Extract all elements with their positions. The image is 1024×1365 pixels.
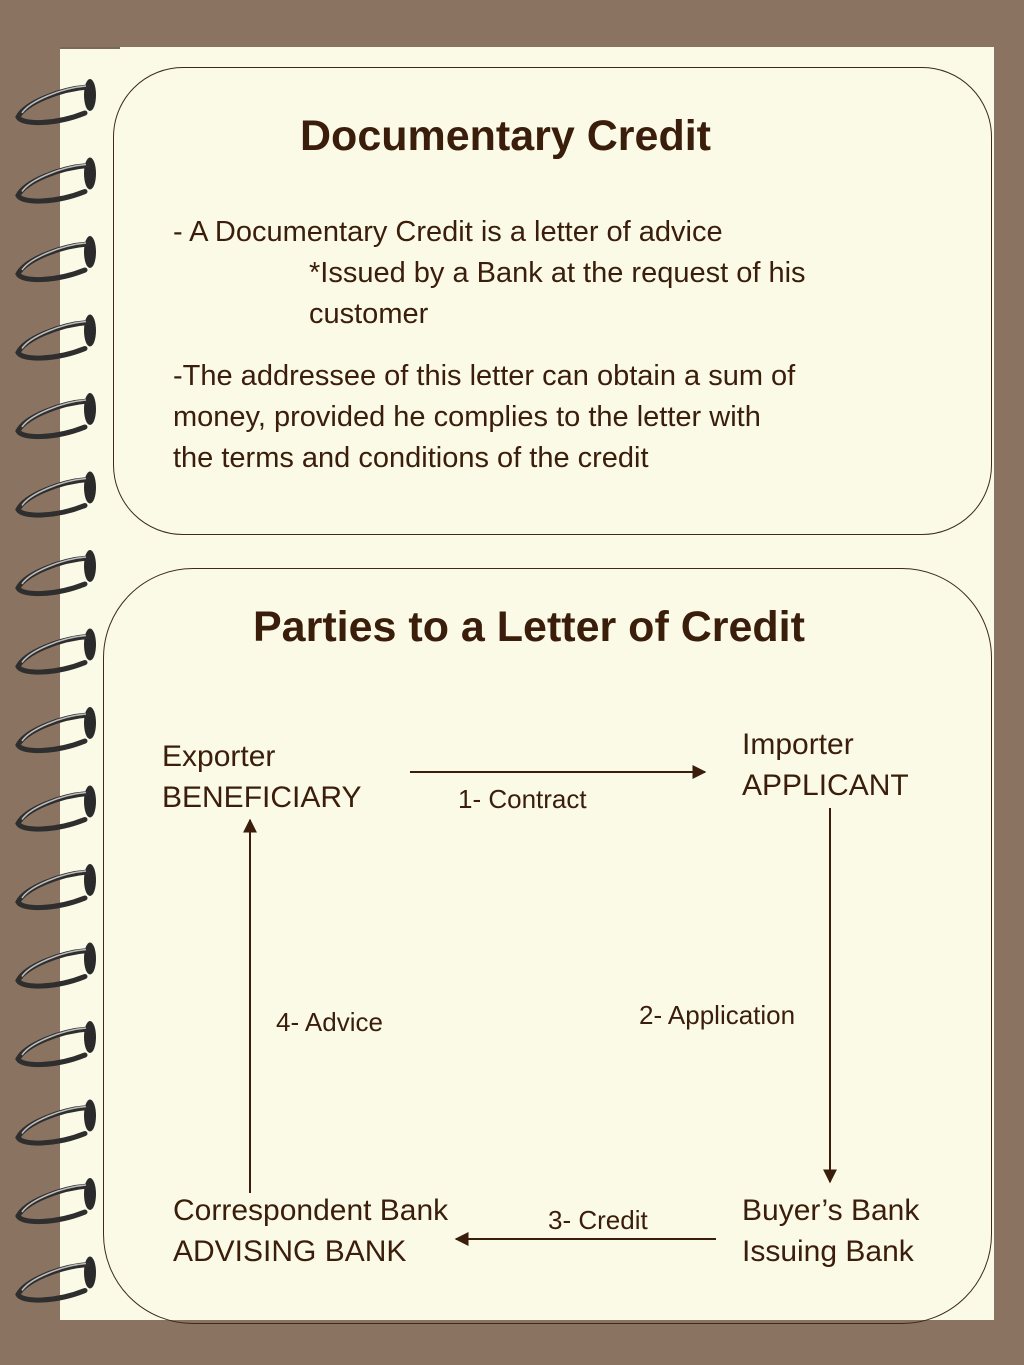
spiral-ring-icon [18,629,96,673]
node-exporter-line2: BENEFICIARY [162,781,362,814]
node-exporter-line1: Exporter [162,740,276,773]
definition-line-2: *Issued by a Bank at the request of his [309,257,806,289]
addressee-line-1: -The addressee of this letter can obtain a sum of [173,360,796,392]
spiral-ring-icon [18,79,96,123]
section-title-documentary-credit: Documentary Credit [300,112,711,160]
edge-label-credit: 3- Credit [548,1205,648,1235]
spiral-ring-icon [18,393,96,437]
addressee-line-3: the terms and conditions of the credit [173,442,649,474]
node-correspondent-line2: ADVISING BANK [173,1235,407,1268]
node-importer [742,724,909,806]
edge-label-contract: 1- Contract [458,784,587,814]
node-importer-line2: APPLICANT [742,769,909,802]
edge-label-application: 2- Application [639,1000,796,1030]
addressee-line-2: money, provided he complies to the letter with [173,401,761,433]
section-title-parties: Parties to a Letter of Credit [253,603,805,651]
node-exporter [162,736,362,818]
node-buyers-bank-line2: Issuing Bank [742,1235,914,1268]
spiral-ring-icon [18,236,96,280]
node-buyers-bank [742,1190,919,1272]
spiral-ring-icon [18,864,96,908]
node-correspondent-bank [173,1190,448,1272]
definition-line-3: customer [309,298,429,330]
spiral-ring-icon [18,1021,96,1065]
spiral-ring-icon [18,1178,96,1222]
spiral-ring-icon [18,1257,96,1301]
definition-line-1: - A Documentary Credit is a letter of advice [173,216,723,248]
spiral-ring-icon [18,1100,96,1144]
spiral-binding-icon [0,0,120,1365]
node-correspondent-line1: Correspondent Bank [173,1194,449,1227]
node-buyers-bank-line1: Buyer’s Bank [742,1194,920,1227]
spiral-ring-icon [18,315,96,359]
spiral-ring-icon [18,943,96,987]
spiral-ring-icon [18,472,96,516]
spiral-ring-icon [18,158,96,202]
spiral-ring-icon [18,707,96,751]
spiral-ring-icon [18,550,96,594]
spiral-ring-icon [18,786,96,830]
edge-label-advice: 4- Advice [276,1007,383,1037]
node-importer-line1: Importer [742,728,854,761]
